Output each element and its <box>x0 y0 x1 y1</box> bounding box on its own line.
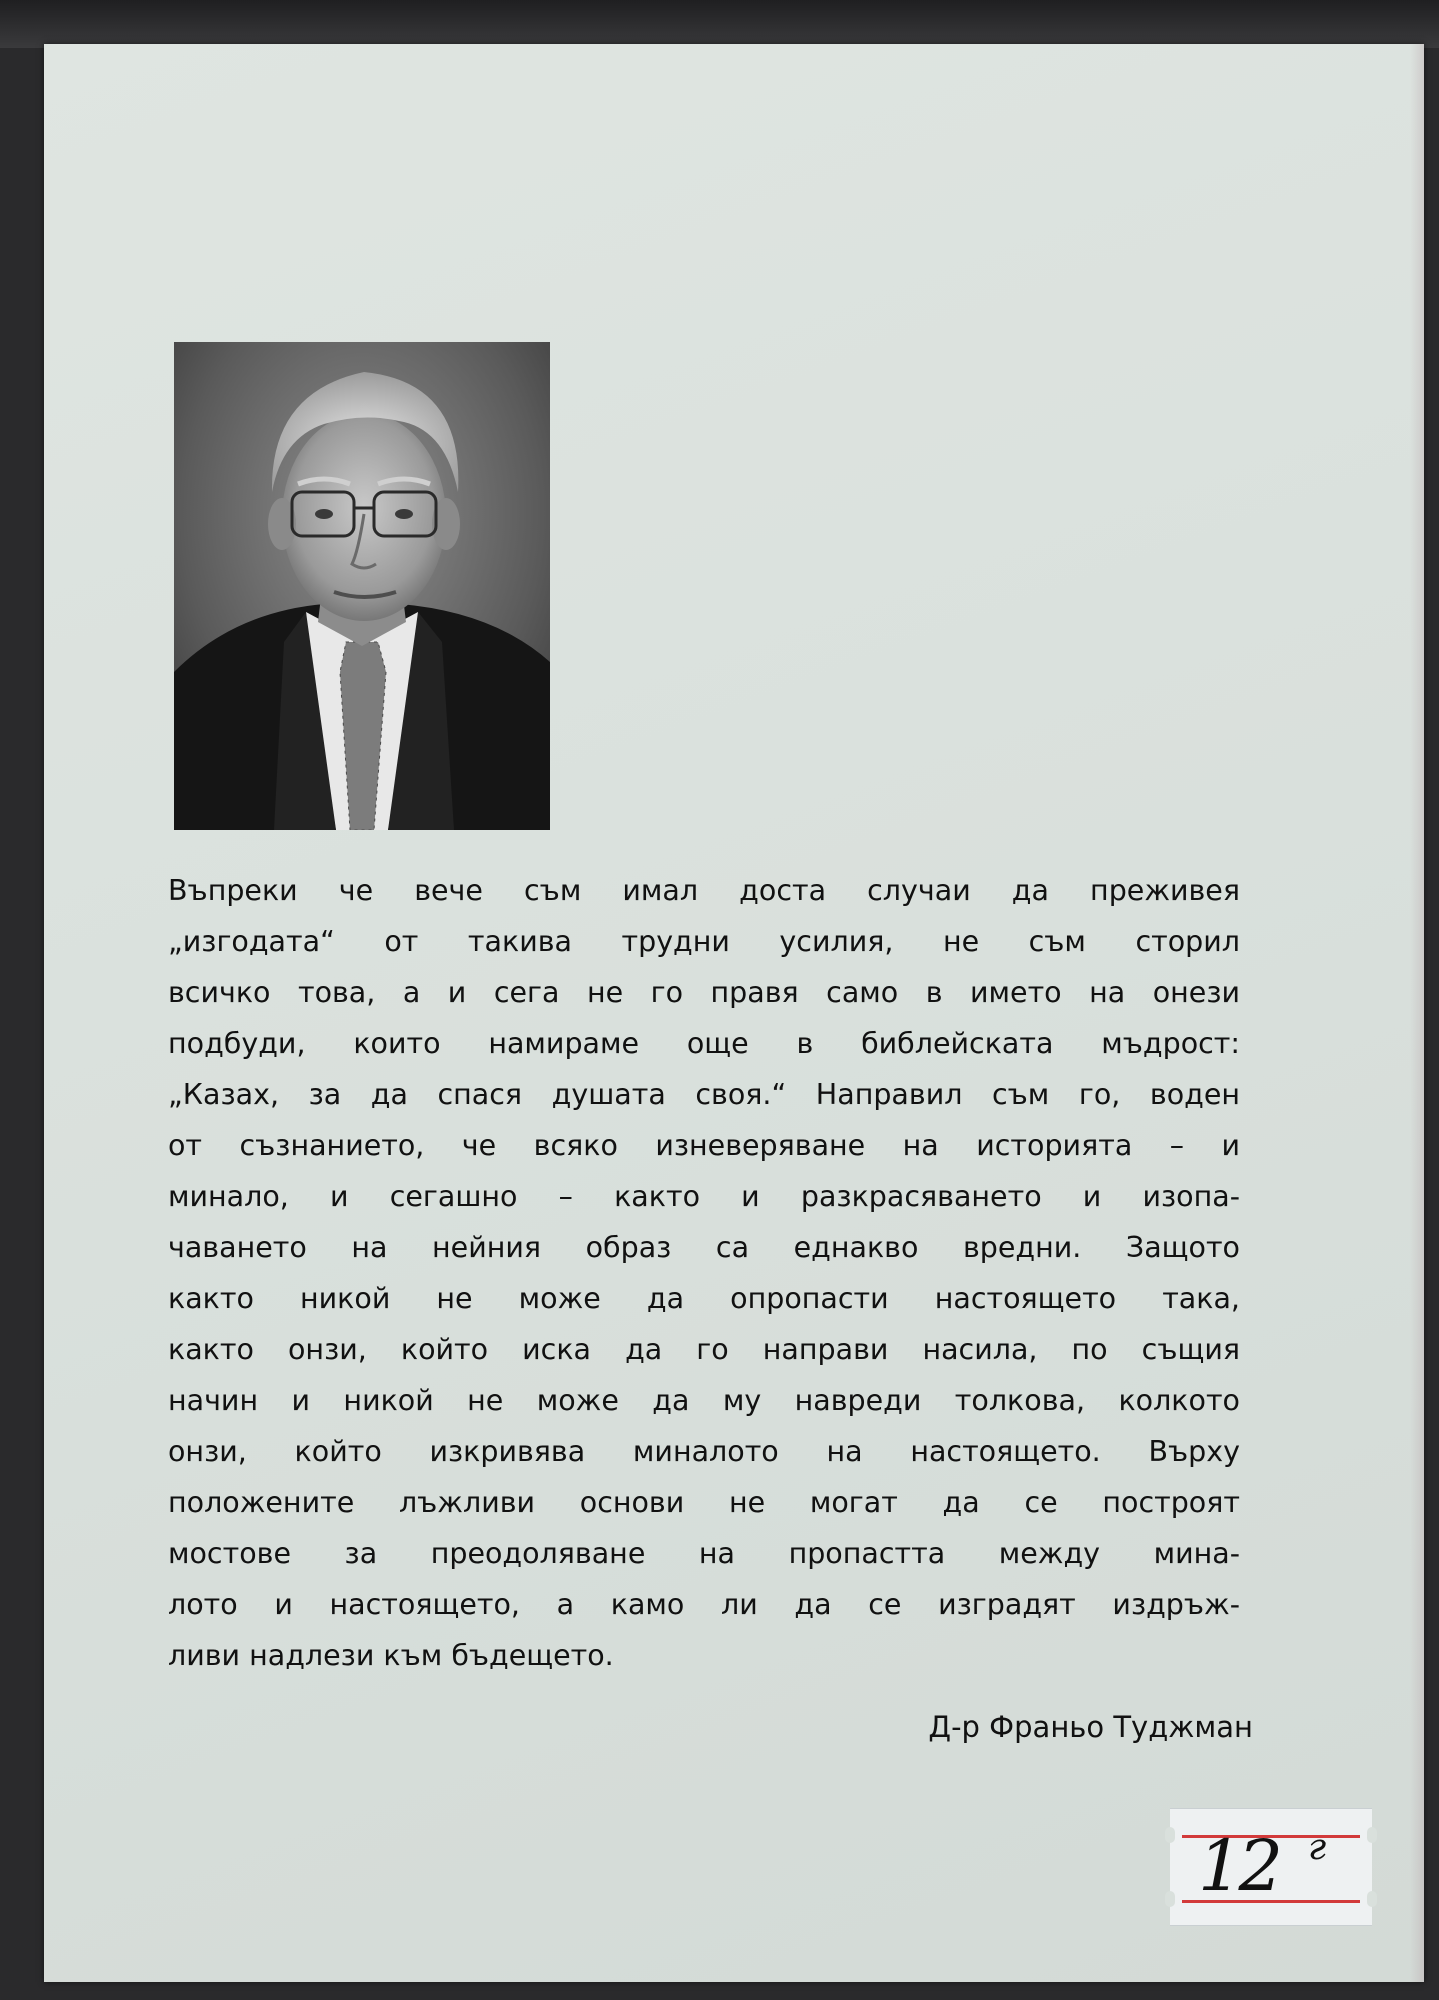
quote-line: „Казах, за да спася душата своя.“ Направил съм го, воден <box>168 1078 1240 1111</box>
quote-line: както никой не може да опропасти настоящето така, <box>168 1282 1240 1315</box>
quote-line: онзи, който изкривява миналото на настоящето. Върху <box>168 1435 1240 1468</box>
sticker-notch <box>1367 1891 1377 1907</box>
quote-line: от съзнанието, че всяко изневеряване на историята – и <box>168 1129 1240 1162</box>
background-top-edge <box>0 0 1439 48</box>
portrait-icon <box>174 342 550 830</box>
quote-line: подбуди, които намираме още в библейската мъдрост: <box>168 1027 1240 1060</box>
quote-text <box>168 865 1240 1681</box>
quote-line: всичко това, а и сега не го правя само в името на онези <box>168 976 1240 1009</box>
author-signature: Д-р Франьо Туджман <box>928 1710 1253 1744</box>
quote-line: начин и никой не може да му навреди толкова, колкото <box>168 1384 1240 1417</box>
quote-line: мостове за преодоляване на пропастта между мина- <box>168 1537 1240 1570</box>
sticker-notch <box>1165 1891 1175 1907</box>
sticker-notch <box>1367 1827 1377 1843</box>
author-portrait-photo <box>174 342 550 830</box>
price-sticker <box>1170 1808 1372 1926</box>
cover-edge-shadow <box>1410 44 1424 1982</box>
sticker-notch <box>1165 1827 1175 1843</box>
quote-line: положените лъжливи основи не могат да се построят <box>168 1486 1240 1519</box>
quote-line: ливи надлези към бъдещето. <box>168 1639 614 1672</box>
quote-line: „изгодата“ от такива трудни усилия, не съм сторил <box>168 925 1240 958</box>
price-value: 12 <box>1198 1825 1280 1907</box>
quote-line: чаването на нейния образ са еднакво вредни. Защото <box>168 1231 1240 1264</box>
price-unit: г <box>1308 1827 1327 1868</box>
quote-line: Въпреки че вече съм имал доста случаи да преживея <box>168 874 1240 907</box>
quote-line: лото и настоящето, а камо ли да се изградят издръж- <box>168 1588 1240 1621</box>
quote-line: минало, и сегашно – както и разкрасяването и изопа- <box>168 1180 1240 1213</box>
quote-line: както онзи, който иска да го направи насила, по същия <box>168 1333 1240 1366</box>
